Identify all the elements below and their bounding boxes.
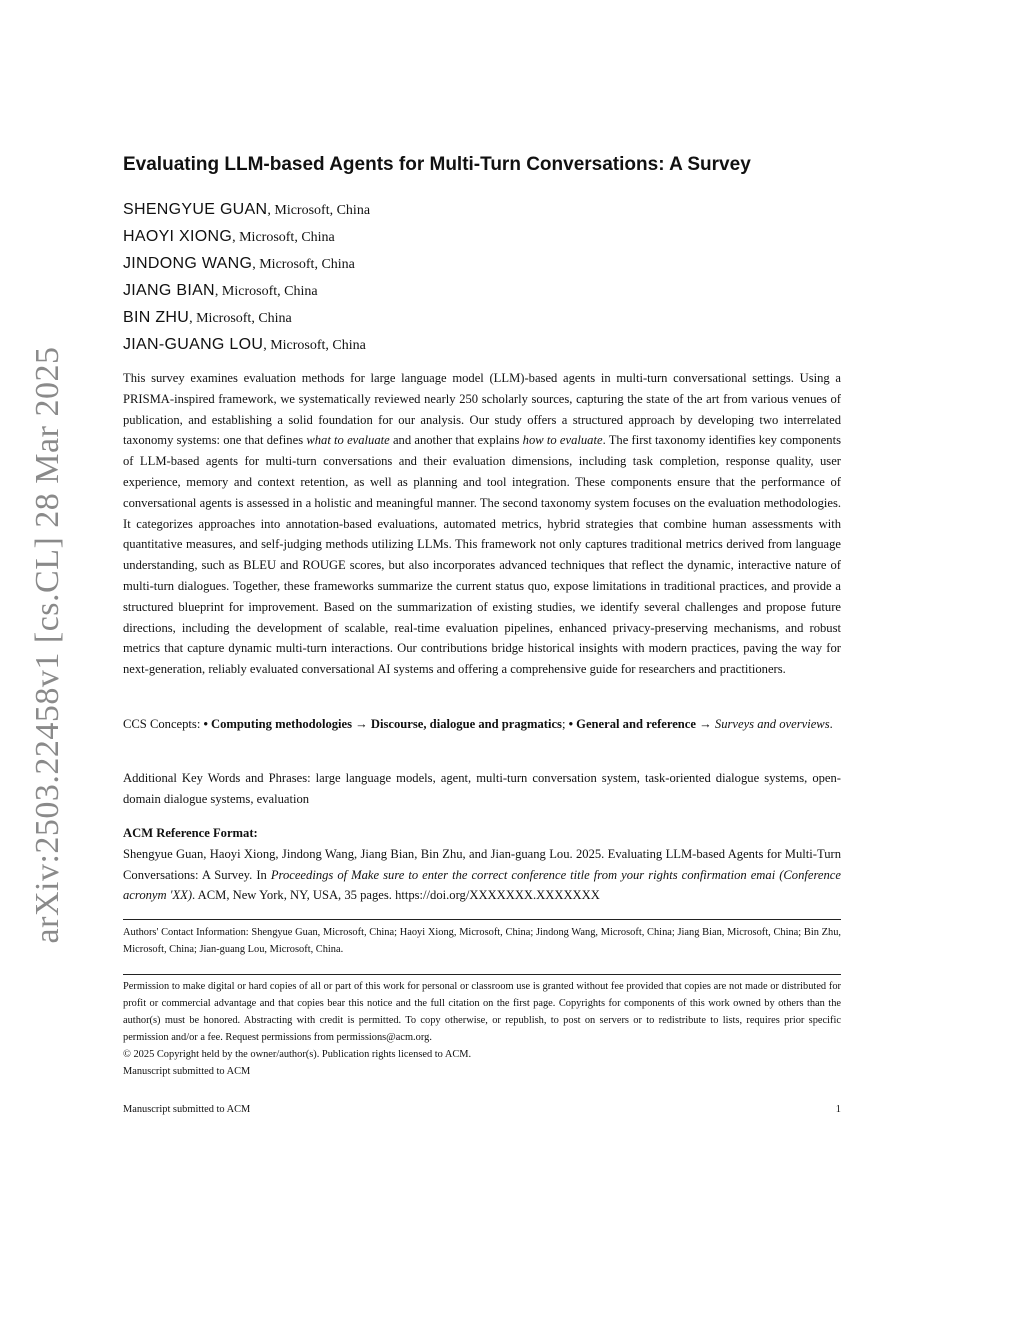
ccs-concepts — [123, 714, 841, 735]
abstract-emphasis: how to evaluate — [522, 433, 603, 448]
acm-reference-venue: Proceedings of Make sure to enter the correct conference title from your rights confirmation emai (Conference acronym 'XX) — [123, 867, 841, 903]
abstract-text: This survey examines evaluation methods for large language model (LLM)-based agents in multi-turn conversational settings. Using a PRISMA-inspired framework, we systematically reviewed nearly 250 scholarly sources, capturing the state of the art from various venues of publication, and establishing a solid foundation for our analysis. Our study offers a structured approach by developing two interrelated taxonomy systems: one that defines — [123, 371, 841, 448]
author-entry — [123, 223, 370, 250]
author-list — [123, 196, 370, 358]
author-entry — [123, 196, 370, 223]
acm-reference-heading: ACM Reference Format: — [123, 826, 258, 840]
acm-reference-format — [123, 823, 841, 906]
author-name: JIANG BIAN — [123, 282, 215, 299]
acm-reference-text: . ACM, New York, NY, USA, 35 pages. https://doi.org/XXXXXXX.XXXXXXX — [192, 888, 600, 903]
ccs-end: . — [829, 717, 833, 731]
author-affiliation: , Microsoft, China — [214, 284, 318, 299]
author-affiliation: , Microsoft, China — [232, 230, 335, 245]
author-entry — [123, 250, 370, 277]
author-affiliation: , Microsoft, China — [263, 338, 366, 353]
author-affiliation: , Microsoft, China — [252, 257, 355, 272]
page-number: 1 — [835, 1104, 841, 1115]
ccs-prefix: CCS Concepts: — [123, 717, 204, 731]
manuscript-note: Manuscript submitted to ACM — [123, 1066, 251, 1077]
divider — [123, 974, 841, 975]
ccs-subconcept: Surveys and overviews — [714, 717, 830, 731]
author-name: SHENGYUE GUAN — [123, 201, 268, 218]
ccs-separator: ; — [561, 717, 569, 731]
acm-reference-text: Shengyue Guan, Haoyi Xiong, Jindong Wang, Jiang Bian, Bin Zhu, and Jian-guang Lou. 2025. Evaluating LLM-based Agents for Multi-Turn Conversations: A Survey. In — [123, 846, 841, 882]
author-name: BIN ZHU — [123, 309, 190, 326]
paper-title: Evaluating LLM-based Agents for Multi-Turn Conversations: A Survey — [123, 154, 751, 175]
abstract — [123, 368, 841, 680]
author-name: JIAN-GUANG LOU — [123, 336, 264, 353]
copyright-notice: © 2025 Copyright held by the owner/author(s). Publication rights licensed to ACM. — [123, 1049, 472, 1060]
author-entry — [123, 304, 370, 331]
author-entry — [123, 277, 370, 304]
abstract-text: . The first taxonomy identifies key components of LLM-based agents for multi-turn conversations and their evaluation dimensions, including task completion, response quality, user experience, memory and context retention, as well as planning and tool integration. These components ensure that the performance of conversational agents is assessed in a holistic and meaningful manner. The second taxonomy system focuses on the evaluation methodologies. It categorizes approaches into annotation-based evaluations, automated metrics, hybrid strategies that combine human assessments with quantitative measures, and self-judging methods utilizing LLMs. This framework not only captures traditional metrics derived from language understanding, such as BLEU and ROUGE scores, but also incorporates advanced techniques that reflect the dynamic, interactive nature of multi-turn dialogues. Together, these frameworks summarize the current status quo, expose limitations in traditional practices, and provide a structured blueprint for improvement. Based on the summarization of existing studies, we identify several challenges and propose future directions, including the development of scalable, real-time evaluation pipelines, enhanced privacy-preserving mechanisms, and robust metrics that capture dynamic multi-turn interactions. Our contributions bridge historical insights with modern practices, paving the way for next-generation, reliably evaluated conversational AI systems and offering a comprehensive guide for researchers and practitioners. — [123, 433, 841, 677]
ccs-arrow: → — [696, 717, 715, 731]
keywords: Additional Key Words and Phrases: large language models, agent, multi-turn conversation system, task-oriented dialogue systems, open-domain dialogue systems, evaluation — [123, 771, 841, 806]
author-entry — [123, 331, 370, 358]
divider — [123, 919, 841, 920]
ccs-concept: • General and reference — [568, 717, 696, 731]
arxiv-identifier-stamp: arXiv:2503.22458v1 [cs.CL] 28 Mar 2025 — [29, 346, 66, 944]
permission-notice: Permission to make digital or hard copies of all or part of this work for personal or classroom use is granted without fee provided that copies are not made or distributed for profit or commercial advantage and that copies bear this notice and the full citation on the first page. Copyrights for components of this work owned by others than the author(s) must be honored. Abstracting with credit is permitted. To copy otherwise, or republish, to post on servers or to redistribute to lists, requires prior specific permission and/or a fee. Request permissions from permissions@acm.org. — [123, 981, 841, 1043]
abstract-emphasis: what to evaluate — [306, 433, 390, 448]
author-affiliation: , Microsoft, China — [267, 203, 371, 218]
author-name: JINDONG WANG — [123, 255, 253, 272]
ccs-concept: • Computing methodologies → Discourse, dialogue and pragmatics — [203, 717, 562, 731]
footer-label: Manuscript submitted to ACM — [123, 1104, 251, 1115]
acm-reference-body — [123, 844, 841, 906]
author-name: HAOYI XIONG — [123, 228, 233, 245]
author-affiliation: , Microsoft, China — [189, 311, 292, 326]
author-contact-info: Authors' Contact Information: Shengyue Guan, Microsoft, China; Haoyi Xiong, Microsoft, China; Jindong Wang, Microsoft, China; Jiang Bian, Microsoft, China; Bin Zhu, Microsoft, China; Jian-guang Lou, Microsoft, China. — [123, 927, 841, 955]
abstract-text: and another that explains — [389, 433, 523, 448]
